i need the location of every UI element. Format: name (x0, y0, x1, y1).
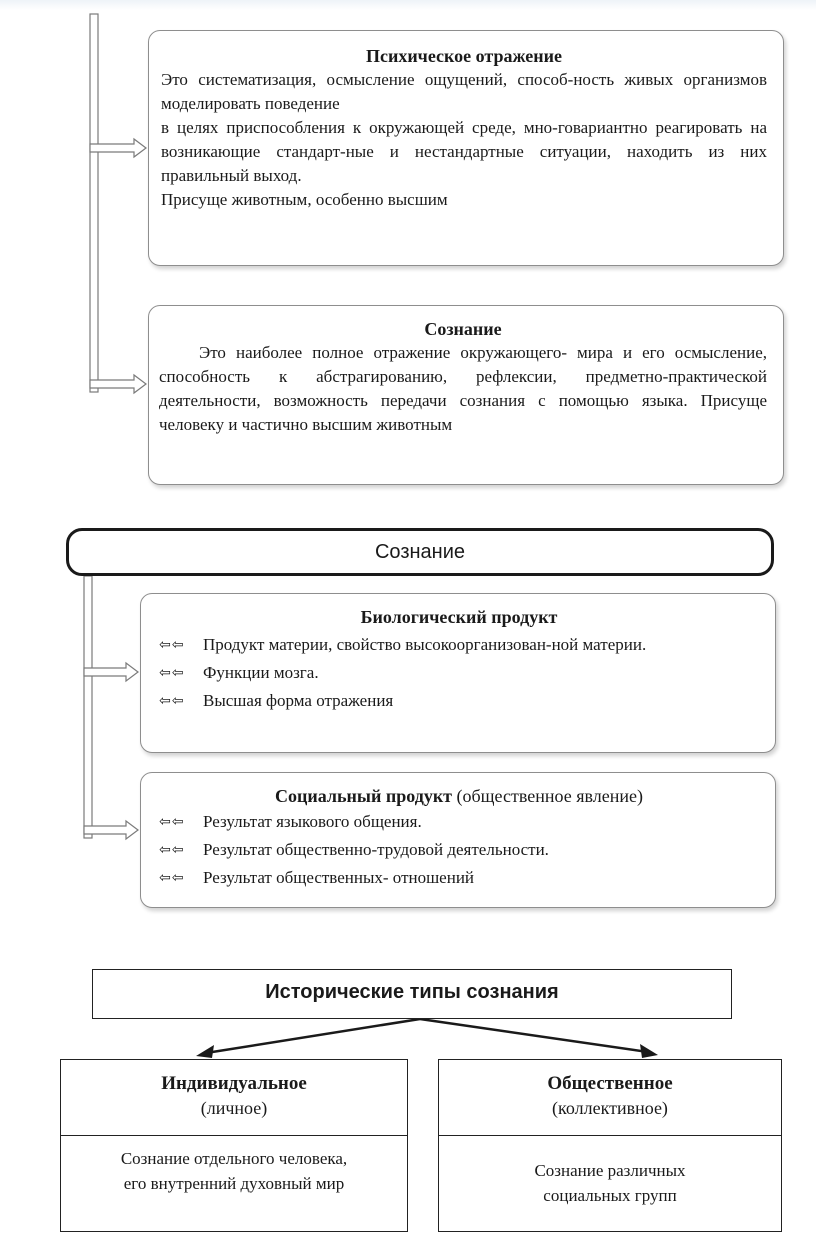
collective-title: Общественное (547, 1073, 673, 1094)
individual-description-box (60, 1135, 408, 1232)
left-double-arrow-icon: ⇦⇦ (159, 637, 185, 653)
consciousness-banner (66, 528, 774, 576)
collective-description-box (438, 1135, 782, 1232)
individual-subtitle: (личное) (200, 1098, 268, 1118)
mental-reflection-card (148, 30, 784, 266)
social-title-suffix: (общественное явление) (452, 786, 643, 806)
social-bullet-3 (159, 866, 759, 890)
left-double-arrow-icon: ⇦⇦ (159, 665, 185, 681)
mental-reflection-line-3: Присуще животным, особенно высшим (161, 190, 448, 209)
left-double-arrow-icon: ⇦⇦ (159, 870, 185, 886)
left-double-arrow-icon: ⇦⇦ (159, 814, 185, 830)
individual-title: Индивидуальное (161, 1073, 307, 1094)
arrowhead-individual (196, 1045, 214, 1058)
biological-product-card (140, 593, 776, 753)
historical-types-title: Исторические типы сознания (265, 981, 559, 1003)
consciousness-banner-label: Сознание (374, 541, 466, 563)
social-bullet-text: Результат языкового общения. (203, 812, 422, 831)
social-bullet-2 (159, 838, 759, 862)
consciousness-card-text: Это наиболее полное отражение окружающего- мира и его осмысление, способность к абстрагированию, рефлексии, предметно-практической деятельности, возможность передачи сознания с помощью языка. Присуще человеку и частично высшим животным (159, 343, 767, 434)
left-double-arrow-icon: ⇦⇦ (159, 842, 185, 858)
individual-header-box (60, 1059, 408, 1136)
biological-bullet-text: Функции мозга. (203, 663, 319, 682)
middle-spine-line (84, 576, 92, 838)
mental-reflection-line-1: Это систематизация, осмысление ощущений, способ-ность живых организмов моделировать поведение (161, 70, 767, 113)
biological-bullet-3 (159, 689, 759, 713)
social-product-card (140, 772, 776, 908)
biological-bullet-text: Продукт материи, свойство высокоорганизован-ной материи. (203, 635, 647, 654)
social-title-line (159, 785, 759, 808)
mental-reflection-title: Психическое отражение (365, 46, 563, 66)
individual-description: Сознание отдельного человека, его внутренний духовный мир (120, 1149, 348, 1193)
social-bullet-1 (159, 810, 759, 834)
collective-description: Сознание различных социальных групп (534, 1161, 686, 1205)
social-title: Социальный продукт (275, 786, 453, 806)
arrow-line-individual (206, 1019, 420, 1053)
biological-bullet-2 (159, 661, 759, 685)
historical-types-title-box (92, 969, 732, 1019)
collective-header-box (438, 1059, 782, 1136)
left-double-arrow-icon: ⇦⇦ (159, 693, 185, 709)
biological-title: Биологический продукт (360, 607, 558, 627)
arrowhead-collective (640, 1044, 658, 1058)
collective-subtitle: (коллективное) (552, 1098, 668, 1118)
biological-bullet-1 (159, 633, 759, 657)
top-spine-line (90, 14, 98, 392)
social-bullet-text: Результат общественных- отношений (203, 868, 475, 887)
consciousness-card-title: Сознание (424, 319, 502, 339)
biological-bullet-text: Высшая форма отражения (203, 691, 394, 710)
social-bullet-text: Результат общественно-трудовой деятельности. (203, 840, 549, 859)
mental-reflection-line-2: в целях приспособления к окружающей среде, мно-говариантно реагировать на возникающие стандарт-ные и нестандартные ситуации, находить из них правильный выход. (161, 118, 767, 185)
arrow-line-collective (420, 1019, 648, 1052)
consciousness-card (148, 305, 784, 485)
